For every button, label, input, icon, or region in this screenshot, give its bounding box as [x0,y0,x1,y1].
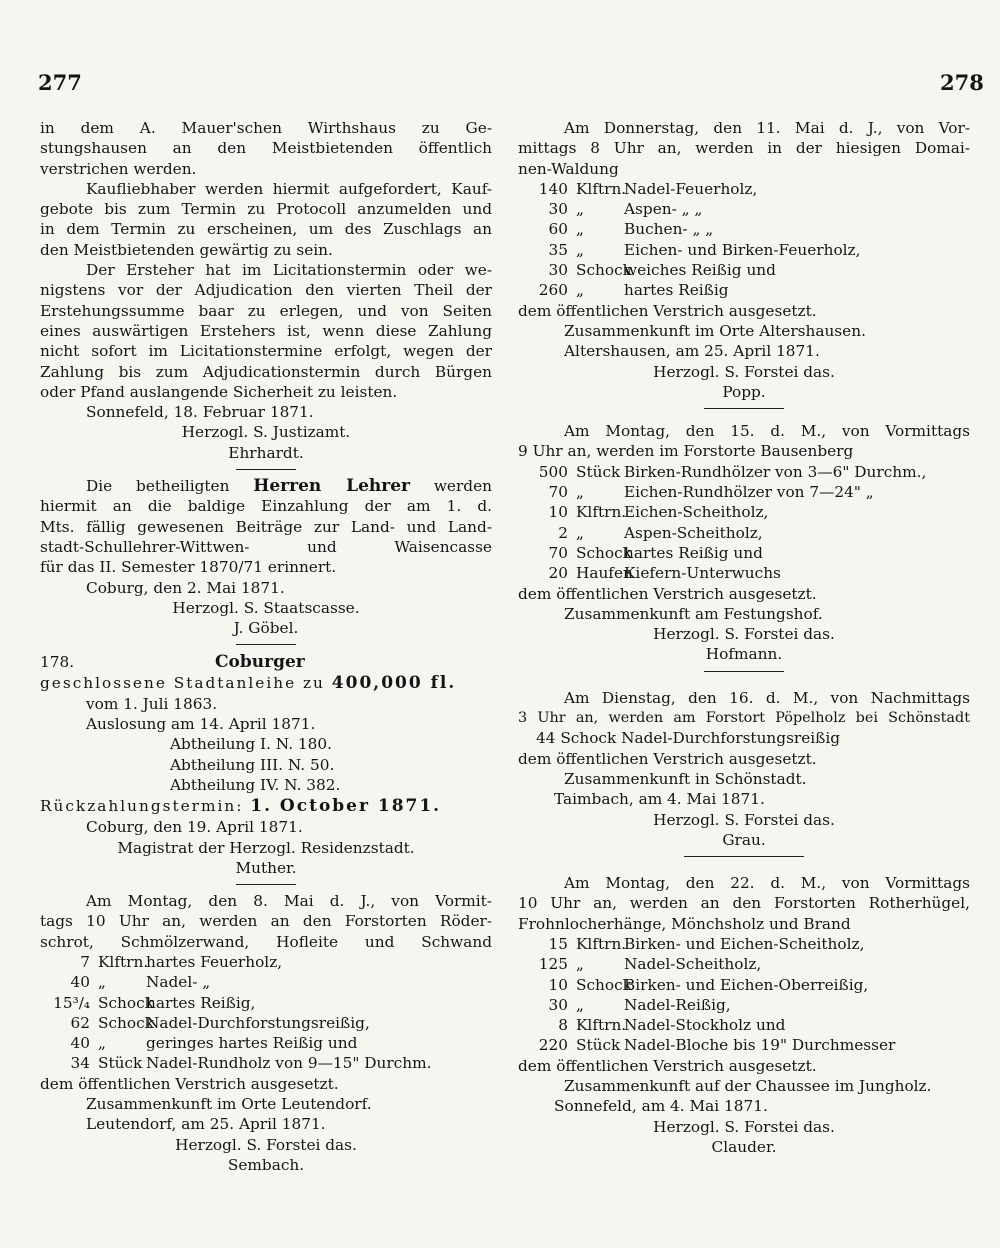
issuing-office: Herzogl. S. Forstei das. [653,810,835,829]
item-unit: Klftrn. [576,503,627,522]
text-line: Am Montag, den 8. Mai d. J., von Vormit- [86,892,492,911]
item-unit: „ [576,995,584,1014]
text-line: Erstehungssumme baar zu erlegen, und von Seiten [40,301,492,320]
inventory-item [518,523,970,543]
inventory-item [518,179,970,199]
text-line: 3 Uhr an, werden am Forstort Pöpelholz bei Schönstadt [518,710,970,727]
issuing-office: Herzogl. S. Forstei das. [653,362,835,381]
item-quantity: 125 [538,955,568,974]
right-column [518,118,970,1157]
place-date: Coburg, den 2. Mai 1871. [86,578,285,597]
repayment-date: 1. October 1871. [250,796,442,817]
inventory-item [518,199,970,219]
notice-inn-auction [40,118,492,470]
place-date: Sonnefeld, am 4. Mai 1871. [554,1097,768,1116]
signature: Muther. [235,858,297,877]
item-text: geringes hartes Reißig und [146,1034,358,1053]
item-text: Birken-Rundhölzer von 3—6" Durchm., [624,462,927,481]
item-quantity: 10 [548,975,568,994]
inventory-item [518,260,970,280]
notice-title: Coburger [215,652,305,673]
text-line: 10 Uhr an, werden an den Forstorten Rotherhügel, [518,894,970,913]
item-unit: Schock [576,975,632,994]
item-unit: „ [576,523,584,542]
inventory-item [518,219,970,239]
text-line: dem öffentlichen Verstrich ausgesetzt. [518,749,817,768]
item-unit: Schock [576,543,632,562]
place-date: Leutendorf, am 25. April 1871. [86,1115,326,1134]
item-text: Aspen- „ „ [624,200,703,219]
text-line: Der Ersteher hat im Licitationstermin oder we- [86,261,492,280]
item-quantity: 15 [548,934,568,953]
text-line: mittags 8 Uhr an, werden in der hiesigen Domai- [518,139,970,158]
item-text: hartes Reißig, [146,993,256,1012]
issuing-office: Herzogl. S. Forstei das. [653,1117,835,1136]
item-text: Eichen- und Birken-Feuerholz, [624,240,861,259]
trail-text: werden [433,477,492,496]
item-text: hartes Reißig [624,281,729,300]
inventory-item [518,482,970,502]
item-quantity: 60 [548,220,568,239]
text-line: nen-Waldung [518,159,619,178]
text-line: den Meistbietenden gewärtig zu sein. [40,240,333,259]
inventory-item [40,1033,492,1053]
item-quantity: 500 [538,462,568,481]
item-unit: „ [576,281,584,300]
item-text: Aspen-Scheitholz, [624,523,763,542]
meeting-point: Zusammenkunft am Festungshof. [564,604,823,623]
item-unit: Klftrn. [576,934,627,953]
notice-bausenberg [518,421,970,672]
item-unit: Schock [576,261,632,280]
item-unit: „ [576,483,584,502]
item-quantity: 30 [548,200,568,219]
signature: Sembach. [227,1155,305,1174]
text-line: schrot, Schmölzerwand, Hofleite und Schwand [40,932,492,951]
item-quantity: 15³/₄ [53,993,90,1012]
item-unit: Schock [98,1013,154,1032]
item-text: weiches Reißig und [624,261,776,280]
item-quantity: 220 [538,1036,568,1055]
item-text: Nadel-Rundholz von 9—15" Durchm. [146,1054,432,1073]
place-date: Coburg, den 19. April 1871. [86,818,303,837]
item-unit: Stück [576,1036,621,1055]
item-text: hartes Feuerholz, [146,952,283,971]
drawn-division: Abtheilung III. N. 50. [170,755,335,774]
text-line: Frohnlocherhänge, Mönchsholz und Brand [518,914,851,933]
item-quantity: 34 [70,1054,90,1073]
item-unit: Klftrn. [576,1016,627,1035]
item-text: Birken- und Eichen-Scheitholz, [624,934,865,953]
item-quantity: 70 [548,543,568,562]
text-line: Kaufliebhaber werden hiermit aufgefordert, Kauf- [86,179,492,198]
notice-bond-drawing [40,651,492,885]
item-text: Birken- und Eichen-Oberreißig, [624,975,869,994]
text-line: tags 10 Uhr an, werden an den Forstorten Röder- [40,912,492,931]
item-text: Nadel-Scheitholz, [624,955,762,974]
inventory-item [518,995,970,1015]
item-unit: Stück [576,462,621,481]
inventory-item [518,1035,970,1055]
text-line: in dem Termin zu erscheinen, um des Zuschlags an [40,220,492,239]
item-quantity: 70 [548,483,568,502]
text-line: gebote bis zum Termin zu Protocoll anzumelden und [40,200,492,219]
meeting-point: Zusammenkunft auf der Chaussee im Jungholz. [564,1077,932,1096]
notice-number: 178. [40,653,75,672]
signature: J. Göbel. [233,619,299,638]
text-line: eines auswärtigen Erstehers ist, wenn diese Zahlung [40,321,492,340]
text-line [40,476,492,496]
issuing-office: Magistrat der Herzogl. Residenzstadt. [117,838,415,857]
issuing-office: Herzogl. S. Forstei das. [653,625,835,644]
inventory-item [40,1053,492,1073]
loan-amount: 400,000 fl. [331,673,457,694]
title-line [40,651,492,673]
inventory-item [518,954,970,974]
item-unit: „ [576,240,584,259]
signature: Grau. [722,830,766,849]
item-quantity: 30 [548,995,568,1014]
text-line: nicht sofort im Licitationstermine erfolgt, wegen der [40,342,492,361]
item-unit: Stück [98,1054,143,1073]
item-quantity: 20 [548,564,568,583]
text-line: dem öffentlichen Verstrich ausgesetzt. [40,1074,339,1093]
drawn-division: Abtheilung IV. N. 382. [170,775,341,794]
item-text: Nadel- „ [146,973,211,992]
inventory-item [40,993,492,1013]
repayment-label: Rückzahlungstermin: [40,797,244,816]
inventory-item [40,972,492,992]
signature: Ehrhardt. [228,443,304,462]
item-unit: Haufen [576,564,633,583]
item-quantity: 40 [70,1034,90,1053]
inventory-item: 44 Schock Nadel-Durchforstungsreißig [536,729,841,748]
divider [704,408,784,409]
item-unit: Klftrn. [576,179,627,198]
text-line: für das II. Semester 1870/71 erinnert. [40,558,337,577]
item-unit: Klftrn. [98,952,149,971]
text-line: dem öffentlichen Verstrich ausgesetzt. [518,1056,817,1075]
issuing-office: Herzogl. S. Justizamt. [181,423,351,442]
inventory-item [40,1013,492,1033]
item-text: Nadel-Stockholz und [624,1016,786,1035]
notice-teachers [40,476,492,645]
left-column [40,118,492,1175]
item-unit: „ [576,200,584,219]
item-text: Eichen-Scheitholz, [624,503,769,522]
inventory-item [518,934,970,954]
issuing-office: Herzogl. S. Forstei das. [175,1135,357,1154]
item-text: Kiefern-Unterwuchs [624,564,781,583]
text-line: dem öffentlichen Verstrich ausgesetzt. [518,301,817,320]
inventory-item [518,543,970,563]
loan-description: geschlossene Stadtanleihe zu [40,674,325,693]
inventory-item [518,502,970,522]
lead-text: Die betheiligten [86,477,230,496]
text-line: stadt-Schullehrer-Wittwen- und Waisencasse [40,537,492,556]
meeting-point: Zusammenkunft im Orte Leutendorf. [86,1095,372,1114]
notice-schoenstadt [518,688,970,857]
text-line: in dem A. Mauer'schen Wirthshaus zu Ge- [40,119,492,137]
item-text: Nadel-Durchforstungsreißig, [146,1013,370,1032]
item-unit: Schock [98,993,154,1012]
place-date: Sonnefeld, 18. Februar 1871. [86,403,314,422]
text-line: dem öffentlichen Verstrich ausgesetzt. [518,584,817,603]
meeting-point: Zusammenkunft in Schönstadt. [564,769,807,788]
divider [236,884,296,885]
inventory-item [518,563,970,583]
notice-altershausen [518,118,970,409]
item-unit: „ [98,973,106,992]
repayment-line [40,795,492,817]
inventory-item [518,240,970,260]
item-quantity: 10 [548,503,568,522]
text-line: verstrichen werden. [40,159,197,178]
text-line: hiermit an die baldige Einzahlung der am 1. d. [40,497,492,516]
inventory-item [518,462,970,482]
signature: Popp. [722,382,766,401]
text-line: Am Dienstag, den 16. d. M., von Nachmittags [564,688,970,707]
item-text: Nadel-Reißig, [624,995,731,1014]
text-line: 9 Uhr an, werden im Forstorte Bausenberg [518,442,854,461]
item-text: Nadel-Feuerholz, [624,179,758,198]
item-quantity: 7 [80,952,90,971]
signature: Clauder. [711,1137,777,1156]
drawn-division: Abtheilung I. N. 180. [170,735,332,754]
page-number-right: 278 [940,70,984,95]
inventory-item [40,952,492,972]
text-line: Zahlung bis zum Adjudicationstermin durch Bürgen [40,362,492,381]
item-quantity: 30 [548,261,568,280]
item-unit: „ [576,220,584,239]
text-line: nigstens vor der Adjudication den vierten Theil der [40,281,492,300]
item-quantity: 35 [548,240,568,259]
item-text: hartes Reißig und [624,543,763,562]
text-line: Am Montag, den 22. d. M., von Vormittags [564,874,970,893]
item-quantity: 8 [558,1016,568,1035]
item-unit: „ [98,1034,106,1053]
inventory-item [518,1015,970,1035]
divider [236,644,296,645]
meeting-point: Zusammenkunft im Orte Altershausen. [564,321,866,340]
text-line: stungshausen an den Meistbietenden öffentlich [40,139,492,158]
notice-jungholz [518,873,970,1157]
item-quantity: 2 [558,523,568,542]
text-line: Am Donnerstag, den 11. Mai d. J., von Vor- [564,119,970,137]
item-quantity: 140 [538,179,568,198]
drawing-date: Auslosung am 14. April 1871. [86,715,316,734]
item-text: Eichen-Rundhölzer von 7—24" „ [624,483,874,502]
text-line: oder Pfand auslangende Sicherheit zu leisten. [40,382,398,401]
page-number-left: 277 [38,70,82,95]
item-quantity: 62 [70,1013,90,1032]
issuing-office: Herzogl. S. Staatscasse. [172,598,360,617]
text-line: Am Montag, den 15. d. M., von Vormittags [564,422,970,441]
divider [684,856,804,857]
item-quantity: 260 [538,281,568,300]
place-date: Altershausen, am 25. April 1871. [564,342,820,361]
loan-date: vom 1. Juli 1863. [86,694,218,713]
item-text: Buchen- „ „ [624,220,714,239]
item-quantity: 40 [70,973,90,992]
text-line [40,673,492,693]
inventory-item [518,280,970,300]
text-line: Mts. fällig gewesenen Beiträge zur Land- und Land- [40,517,492,536]
item-unit: „ [576,955,584,974]
item-text: Nadel-Bloche bis 19" Durchmesser [624,1036,896,1055]
notice-leutendorf [40,891,492,1175]
place-date: Taimbach, am 4. Mai 1871. [554,790,765,809]
divider [236,469,296,470]
highlight-text: Herren Lehrer [253,476,410,497]
inventory-item [518,975,970,995]
divider [704,671,784,672]
signature: Hofmann. [705,645,783,664]
